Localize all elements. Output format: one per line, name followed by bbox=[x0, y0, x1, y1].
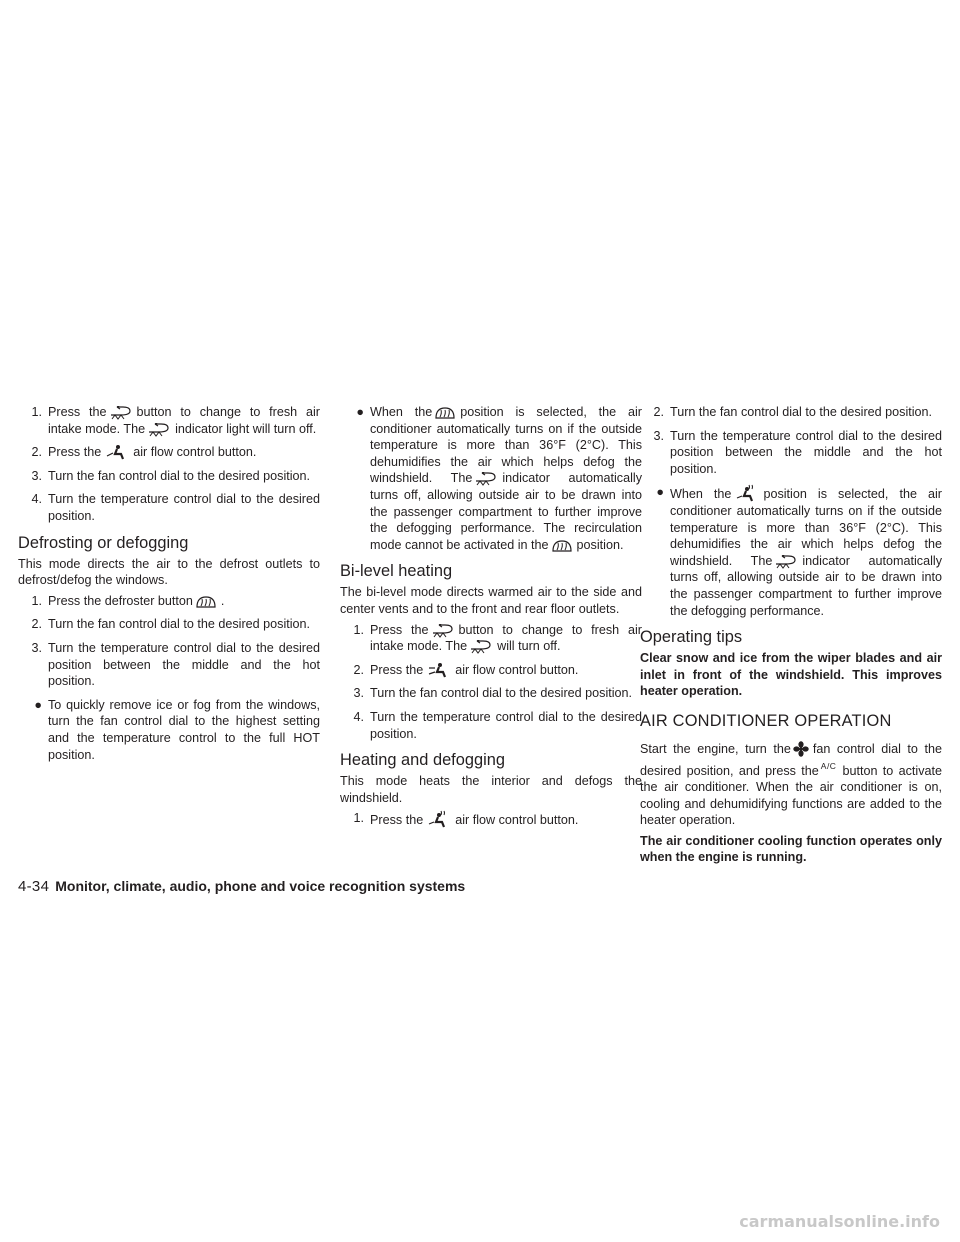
section-heading-heating-defogging: Heating and defogging bbox=[340, 751, 505, 770]
paragraph-warning: The air conditioner cooling function operates only when the engine is running. bbox=[640, 833, 942, 865]
floor-defrost-airflow-icon bbox=[425, 810, 451, 828]
list-item: 3. Turn the temperature control dial to the desired position between the middle and the hot position. bbox=[653, 428, 942, 476]
section-heading-operating-tips: Operating tips bbox=[640, 628, 743, 647]
page-footer bbox=[18, 878, 465, 895]
recirculation-icon bbox=[469, 640, 493, 654]
defroster-icon bbox=[195, 595, 217, 609]
list-item: 2. Turn the fan control dial to the desired position. bbox=[653, 405, 933, 419]
paragraph: This mode directs the air to the defrost outlets to defrost/defog the windows. bbox=[18, 556, 320, 588]
paragraph: This mode heats the interior and defogs the windshield. bbox=[340, 774, 642, 805]
bilevel-airflow-icon bbox=[425, 662, 451, 678]
recirculation-icon bbox=[147, 423, 171, 437]
recirculation-icon bbox=[109, 406, 133, 420]
chapter-title: Monitor, climate, audio, phone and voice recognition systems bbox=[55, 878, 466, 894]
paragraph: The bi-level mode directs warmed air to the side and center vents and to the front and rear floor outlets. bbox=[340, 585, 642, 616]
recirculation-icon bbox=[474, 472, 498, 486]
list-item: ● To quickly remove ice or fog from the windows, turn the fan control dial to the highest setting and the temperature control to the full HOT position. bbox=[34, 697, 320, 762]
list-item: ● When the position is selected, the air conditioner automatically turns on if the outside temperature is more than 36°F (2°C). This dehumidifies the air which helps defog the windshield. The indicator automatically turns off, allowing outside air to be drawn into the passenger compartment to further improve the defogging performance. bbox=[656, 485, 942, 618]
defroster-icon bbox=[434, 406, 456, 420]
section-heading-defrost: Defrosting or defogging bbox=[18, 533, 189, 552]
floor-airflow-icon bbox=[103, 444, 129, 460]
list-item: 1. Press the defroster button . bbox=[31, 593, 225, 608]
column-right bbox=[640, 404, 942, 870]
paragraph-bold: Clear snow and ice from the wiper blades and air inlet in front of the windshield. This improves heater operation. bbox=[640, 651, 942, 699]
section-heading-ac: AIR CONDITIONER OPERATION bbox=[640, 711, 892, 730]
paragraph: Start the engine, turn the fan control dial to the desired position, and press the $^{A/C}$ button to activate the air conditioner. When the air conditioner is on, cooling and dehumidifying functions are added to the heater operation. bbox=[640, 741, 943, 828]
list-item: 4. Turn the temperature control dial to the desired position. bbox=[353, 709, 642, 741]
defroster-icon bbox=[551, 539, 573, 553]
section-heading-bilevel: Bi-level heating bbox=[340, 562, 453, 581]
list-item: 3. Turn the fan control dial to the desired position. bbox=[31, 468, 311, 483]
list-item: 4. Turn the temperature control dial to the desired position. bbox=[31, 492, 320, 523]
list-item: 1. Press the air flow control button. bbox=[353, 811, 579, 828]
ac-button-label: A/C bbox=[820, 760, 837, 771]
list-item: 2. Turn the fan control dial to the desired position. bbox=[31, 617, 311, 632]
fan-icon bbox=[793, 741, 809, 757]
recirculation-icon bbox=[774, 555, 798, 569]
recirculation-icon bbox=[431, 624, 455, 638]
column-left bbox=[18, 404, 320, 770]
list-item: 3. Turn the fan control dial to the desired position. bbox=[353, 686, 633, 701]
page-number: 4-34 bbox=[18, 878, 50, 895]
watermark: carmanualsonline.info bbox=[739, 1212, 940, 1231]
list-item: 1. Press the button to change to fresh air intake mode. The will turn off. bbox=[353, 622, 642, 654]
list-item: 3. Turn the temperature control dial to the desired position between the middle and the hot position. bbox=[31, 640, 320, 689]
column-middle bbox=[340, 404, 642, 836]
floor-defrost-airflow-icon bbox=[733, 484, 759, 502]
list-item: 2. Press the air flow control button. bbox=[31, 445, 257, 460]
list-item: 1. Press the button to change to fresh air intake mode. The indicator light will turn off. bbox=[31, 405, 320, 436]
list-item: ● When the position is selected, the air conditioner automatically turns on if the outside temperature is more than 36°F (2°C). This dehumidifies the air which helps defog the windshield. The indicator automatically turns off, allowing outside air to be drawn into the passenger compartment to further improve the defogging performance. The recirculation mode cannot be activated in the position. bbox=[356, 405, 642, 552]
list-item: 2. Press the air flow control button. bbox=[353, 662, 579, 677]
